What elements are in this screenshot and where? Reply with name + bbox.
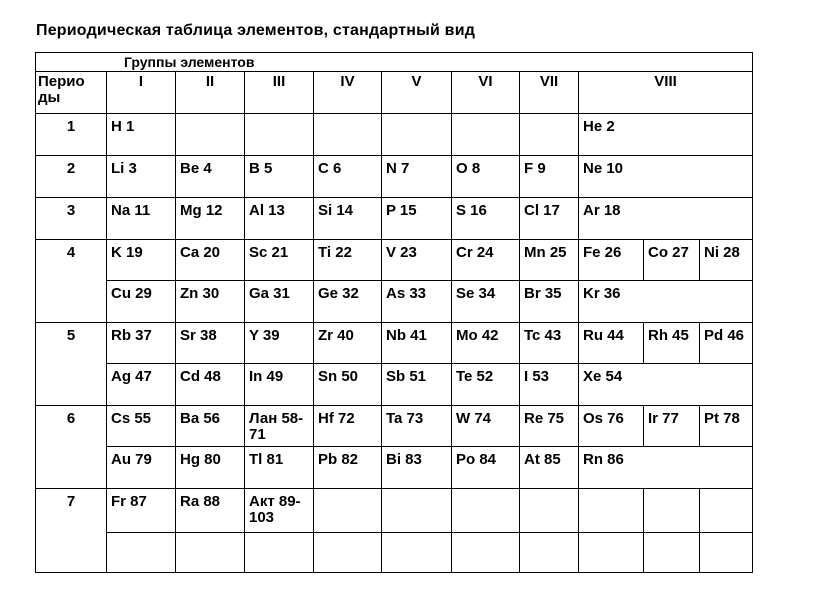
table-row <box>36 114 753 156</box>
element-cell: Tc 43 <box>520 323 579 364</box>
group-header-iv: IV <box>314 72 382 114</box>
element-cell: Ge 32 <box>314 281 382 323</box>
element-cell: Rh 45 <box>644 323 700 364</box>
element-cell: Ag 47 <box>107 364 176 406</box>
element-cell: Ra 88 <box>176 489 245 533</box>
groups-title-row <box>36 53 753 72</box>
empty-cell <box>520 533 579 573</box>
table-row <box>36 364 753 406</box>
element-cell: Pd 46 <box>700 323 753 364</box>
element-cell: Ar 18 <box>579 198 753 240</box>
element-cell: Tl 81 <box>245 447 314 489</box>
element-cell: Li 3 <box>107 156 176 198</box>
element-cell: Cs 55 <box>107 406 176 447</box>
empty-cell <box>176 533 245 573</box>
period-number: 2 <box>36 156 107 198</box>
group-header-i: I <box>107 72 176 114</box>
element-cell: At 85 <box>520 447 579 489</box>
element-cell: Акт 89-103 <box>245 489 314 533</box>
element-cell: Ga 31 <box>245 281 314 323</box>
element-cell: V 23 <box>382 240 452 281</box>
table-row <box>36 406 753 447</box>
element-cell: Лан 58-71 <box>245 406 314 447</box>
element-cell: Br 35 <box>520 281 579 323</box>
table-row <box>36 198 753 240</box>
group-header-vii: VII <box>520 72 579 114</box>
element-cell: Po 84 <box>452 447 520 489</box>
element-cell: Mn 25 <box>520 240 579 281</box>
period-number: 6 <box>36 406 107 489</box>
empty-cell <box>382 114 452 156</box>
empty-cell <box>452 489 520 533</box>
group-header-v: V <box>382 72 452 114</box>
element-cell: Cu 29 <box>107 281 176 323</box>
element-cell: As 33 <box>382 281 452 323</box>
group-header-iii: III <box>245 72 314 114</box>
element-cell: P 15 <box>382 198 452 240</box>
empty-cell <box>700 533 753 573</box>
empty-cell <box>314 114 382 156</box>
element-cell: Ba 56 <box>176 406 245 447</box>
table-row <box>36 281 753 323</box>
empty-cell <box>644 533 700 573</box>
element-cell: Nb 41 <box>382 323 452 364</box>
element-cell: Ca 20 <box>176 240 245 281</box>
element-cell: In 49 <box>245 364 314 406</box>
element-cell: Be 4 <box>176 156 245 198</box>
element-cell: Mo 42 <box>452 323 520 364</box>
empty-cell <box>314 533 382 573</box>
element-cell: Y 39 <box>245 323 314 364</box>
element-cell: K 19 <box>107 240 176 281</box>
element-cell: Cl 17 <box>520 198 579 240</box>
element-cell: O 8 <box>452 156 520 198</box>
groups-title: Группы элементов <box>36 53 753 72</box>
group-header-row <box>36 72 753 114</box>
element-cell: Ta 73 <box>382 406 452 447</box>
element-cell: Kr 36 <box>579 281 753 323</box>
element-cell: He 2 <box>579 114 753 156</box>
periodic-table <box>35 52 753 573</box>
element-cell: Ru 44 <box>579 323 644 364</box>
element-cell: N 7 <box>382 156 452 198</box>
element-cell: Se 34 <box>452 281 520 323</box>
element-cell: Os 76 <box>579 406 644 447</box>
element-cell: Hg 80 <box>176 447 245 489</box>
element-cell: Rb 37 <box>107 323 176 364</box>
empty-cell <box>579 489 644 533</box>
empty-cell <box>520 489 579 533</box>
empty-cell <box>579 533 644 573</box>
element-cell: Al 13 <box>245 198 314 240</box>
table-row <box>36 489 753 533</box>
empty-cell <box>382 533 452 573</box>
page-title: Периодическая таблица элементов, стандартный вид <box>36 22 476 39</box>
empty-cell <box>176 114 245 156</box>
element-cell: Ti 22 <box>314 240 382 281</box>
element-cell: Sn 50 <box>314 364 382 406</box>
element-cell: Cr 24 <box>452 240 520 281</box>
element-cell: Fe 26 <box>579 240 644 281</box>
element-cell: Sr 38 <box>176 323 245 364</box>
table-row <box>36 533 753 573</box>
element-cell: Ir 77 <box>644 406 700 447</box>
element-cell: W 74 <box>452 406 520 447</box>
element-cell: B 5 <box>245 156 314 198</box>
empty-cell <box>452 533 520 573</box>
table-row <box>36 240 753 281</box>
element-cell: H 1 <box>107 114 176 156</box>
element-cell: Mg 12 <box>176 198 245 240</box>
element-cell: Cd 48 <box>176 364 245 406</box>
empty-cell <box>644 489 700 533</box>
element-cell: Ne 10 <box>579 156 753 198</box>
element-cell: Si 14 <box>314 198 382 240</box>
empty-cell <box>520 114 579 156</box>
empty-cell <box>107 533 176 573</box>
element-cell: C 6 <box>314 156 382 198</box>
empty-cell <box>245 533 314 573</box>
element-cell: S 16 <box>452 198 520 240</box>
empty-cell <box>314 489 382 533</box>
period-number: 4 <box>36 240 107 323</box>
table-row <box>36 323 753 364</box>
element-cell: Sc 21 <box>245 240 314 281</box>
period-number: 5 <box>36 323 107 406</box>
element-cell: Zr 40 <box>314 323 382 364</box>
period-header: Перио ды <box>36 72 107 114</box>
element-cell: I 53 <box>520 364 579 406</box>
table-row <box>36 156 753 198</box>
element-cell: Co 27 <box>644 240 700 281</box>
element-cell: Hf 72 <box>314 406 382 447</box>
group-header-ii: II <box>176 72 245 114</box>
element-cell: Au 79 <box>107 447 176 489</box>
empty-cell <box>382 489 452 533</box>
element-cell: Xe 54 <box>579 364 753 406</box>
table-row <box>36 447 753 489</box>
element-cell: Bi 83 <box>382 447 452 489</box>
element-cell: Pt 78 <box>700 406 753 447</box>
empty-cell <box>700 489 753 533</box>
element-cell: Te 52 <box>452 364 520 406</box>
period-number: 1 <box>36 114 107 156</box>
element-cell: Ni 28 <box>700 240 753 281</box>
element-cell: Pb 82 <box>314 447 382 489</box>
empty-cell <box>452 114 520 156</box>
element-cell: Na 11 <box>107 198 176 240</box>
period-number: 3 <box>36 198 107 240</box>
element-cell: Fr 87 <box>107 489 176 533</box>
group-header-vi: VI <box>452 72 520 114</box>
element-cell: Rn 86 <box>579 447 753 489</box>
empty-cell <box>245 114 314 156</box>
element-cell: F 9 <box>520 156 579 198</box>
element-cell: Zn 30 <box>176 281 245 323</box>
element-cell: Re 75 <box>520 406 579 447</box>
group-header-viii: VIII <box>579 72 753 114</box>
element-cell: Sb 51 <box>382 364 452 406</box>
period-number: 7 <box>36 489 107 573</box>
